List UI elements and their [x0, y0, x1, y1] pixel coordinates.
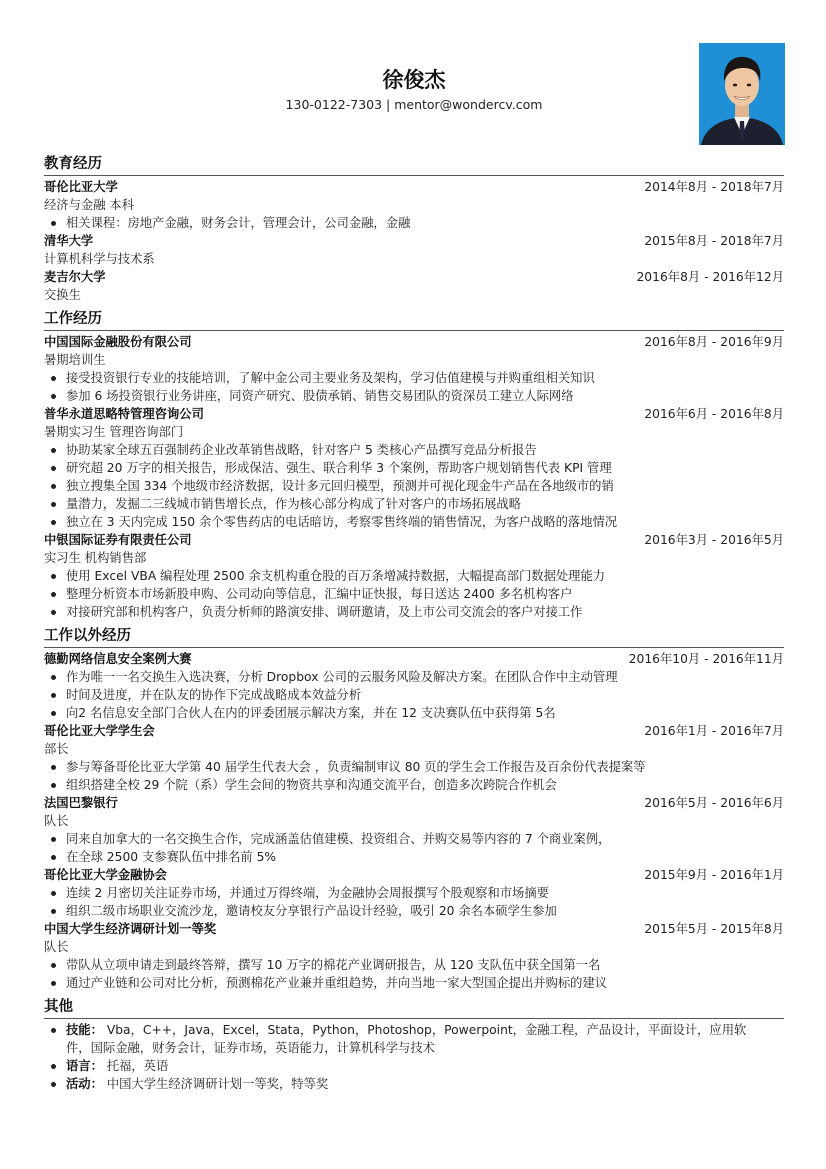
bullet-dot-icon: [51, 711, 56, 716]
bullet-item: [44, 369, 784, 387]
profile-photo: [699, 43, 785, 145]
bullet-list: [44, 441, 784, 531]
bullet-item: [44, 902, 784, 920]
bullet-dot-icon: [51, 891, 56, 896]
entry: [44, 268, 784, 304]
organization-name: 哥伦比亚大学学生会: [44, 724, 155, 738]
bullet-text: 带队从立项申请走到最终答辩，撰写 10 万字的棉花产业调研报告，从 120 支队伍中获全国第一名: [66, 958, 601, 972]
bullet-dot-icon: [51, 592, 56, 597]
bullet-dot-icon: [51, 484, 56, 489]
entry-header: [44, 794, 784, 812]
entry-header: [44, 531, 784, 549]
bullet-dot-icon: [51, 1028, 56, 1033]
organization-name: 中银国际证券有限责任公司: [44, 533, 192, 547]
bullet-item: [44, 585, 784, 603]
bullet-item: [44, 776, 784, 794]
entry-header: [44, 232, 784, 250]
bullet-item: [44, 495, 784, 513]
bullet-list: [44, 830, 784, 866]
bullet-dot-icon: [51, 520, 56, 525]
bullet-dot-icon: [51, 502, 56, 507]
bullet-text: 组织搭建全校 29 个院（系）学生会间的物资共享和沟通交流平台，创造多次跨院合作机会: [66, 778, 557, 792]
entry-header: [44, 722, 784, 740]
bullet-dot-icon: [51, 394, 56, 399]
bullet-text: 独立搜集全国 334 个地级市经济数据，设计多元回归模型，预测并可视化现金牛产品在各地级市的销: [66, 479, 614, 493]
bullet-item: [44, 603, 784, 621]
bullet-dot-icon: [51, 448, 56, 453]
bullet-dot-icon: [51, 981, 56, 986]
bullet-list: [44, 956, 784, 992]
other-text: Vba，C++，Java，Excel，Stata，Python，Photoshop，Powerpoint，金融工程，产品设计，平面设计，应用软: [102, 1023, 747, 1037]
entry: [44, 232, 784, 268]
date-range: 2016年1月 - 2016年7月: [644, 724, 784, 738]
bullet-item: [44, 459, 784, 477]
other-item: [44, 1057, 784, 1075]
section-0: [44, 154, 784, 304]
portrait-image: [699, 43, 785, 145]
role-title: 队长: [44, 940, 69, 954]
entry-header: [44, 650, 784, 668]
bullet-text: 同来自加拿大的一名交换生合作，完成涵盖估值建模、投资组合、并购交易等内容的 7 个商业案例，: [66, 832, 611, 846]
bullet-dot-icon: [51, 855, 56, 860]
bullet-item: [44, 884, 784, 902]
entry: [44, 920, 784, 992]
role-title: 计算机科学与技术系: [44, 252, 155, 266]
bullet-dot-icon: [51, 376, 56, 381]
bullet-item: [44, 513, 784, 531]
bullet-dot-icon: [51, 1064, 56, 1069]
bullet-dot-icon: [51, 221, 56, 226]
bullet-dot-icon: [51, 693, 56, 698]
organization-name: 清华大学: [44, 234, 94, 248]
bullet-item: [44, 830, 784, 848]
entry: [44, 650, 784, 722]
entry: [44, 722, 784, 794]
date-range: 2016年6月 - 2016年8月: [644, 407, 784, 421]
organization-name: 普华永道思略特管理咨询公司: [44, 407, 204, 421]
role-title: 实习生 机构销售部: [44, 551, 147, 565]
section-title: 工作以外经历: [44, 626, 784, 648]
date-range: 2016年10月 - 2016年11月: [628, 652, 784, 666]
bullet-list: [44, 369, 784, 405]
bullet-item: [44, 848, 784, 866]
bullet-list: [44, 758, 784, 794]
organization-name: 中国大学生经济调研计划一等奖: [44, 922, 217, 936]
other-text: 托福，英语: [102, 1059, 169, 1073]
bullet-text: 相关课程：房地产金融，财务会计，管理会计，公司金融，金融: [66, 216, 411, 230]
other-label: 技能：: [66, 1023, 103, 1037]
date-range: 2015年5月 - 2015年8月: [644, 922, 784, 936]
entry: [44, 178, 784, 232]
other-list: [44, 1021, 784, 1093]
date-range: 2015年8月 - 2018年7月: [644, 234, 784, 248]
bullet-dot-icon: [51, 466, 56, 471]
entry-header: [44, 178, 784, 196]
bullet-item: [44, 686, 784, 704]
bullet-text: 通过产业链和公司对比分析，预测棉花产业兼并重组趋势，并向当地一家大型国企提出并购标的建议: [66, 976, 608, 990]
bullet-text: 研究超 20 万字的相关报告，形成保洁、强生、联合利华 3 个案例，帮助客户规划销售代表 KPI 管理: [66, 461, 612, 475]
bullet-dot-icon: [51, 610, 56, 615]
role-title: 交换生: [44, 288, 81, 302]
bullet-text: 在全球 2500 支参赛队伍中排名前 5%: [66, 850, 277, 864]
bullet-dot-icon: [51, 909, 56, 914]
resume-content: [44, 149, 784, 1093]
date-range: 2016年5月 - 2016年6月: [644, 796, 784, 810]
bullet-item: [44, 668, 784, 686]
other-text: 中国大学生经济调研计划一等奖，特等奖: [102, 1077, 329, 1091]
date-range: 2015年9月 - 2016年1月: [644, 868, 784, 882]
bullet-text: 参加 6 场投资银行业务讲座，同资产研究、股债承销、销售交易团队的资深员工建立人际网络: [66, 389, 574, 403]
section-2: [44, 626, 784, 992]
other-item: [44, 1021, 784, 1057]
date-range: 2016年8月 - 2016年12月: [636, 270, 784, 284]
section-title: 其他: [44, 997, 784, 1019]
entry: [44, 405, 784, 531]
bullet-item: [44, 387, 784, 405]
bullet-dot-icon: [51, 963, 56, 968]
other-text-continued: 件，国际金融，财务会计，证券市场，英语能力，计算机科学与技术: [66, 1041, 435, 1055]
role-title: 经济与金融 本科: [44, 198, 134, 212]
entry-header: [44, 268, 784, 286]
bullet-item: [44, 758, 784, 776]
bullet-item: [44, 567, 784, 585]
bullet-dot-icon: [51, 837, 56, 842]
other-label: 活动：: [66, 1077, 103, 1091]
organization-name: 德勤网络信息安全案例大赛: [44, 652, 192, 666]
bullet-text: 对接研究部和机构客户，负责分析师的路演安排、调研邀请，及上市公司交流会的客户对接工作: [66, 605, 583, 619]
bullet-list: [44, 668, 784, 722]
bullet-dot-icon: [51, 574, 56, 579]
bullet-item: [44, 441, 784, 459]
entry: [44, 333, 784, 405]
bullet-text: 作为唯一一名交换生入选决赛，分析 Dropbox 公司的云服务风险及解决方案。在团队合作中主动管理: [66, 670, 618, 684]
bullet-text: 协助某家全球五百强制药企业改革销售战略，针对客户 5 类核心产品撰写竞品分析报告: [66, 443, 537, 457]
contact-info: 130-0122-7303 | mentor@wondercv.com: [285, 97, 543, 112]
section-title: 教育经历: [44, 154, 784, 176]
organization-name: 麦吉尔大学: [44, 270, 106, 284]
bullet-item: [44, 974, 784, 992]
organization-name: 法国巴黎银行: [44, 796, 118, 810]
organization-name: 中国国际金融股份有限公司: [44, 335, 192, 349]
other-label: 语言：: [66, 1059, 103, 1073]
bullet-list: [44, 884, 784, 920]
bullet-text: 接受投资银行专业的技能培训，了解中金公司主要业务及架构，学习估值建模与并购重组相关知识: [66, 371, 595, 385]
bullet-text: 连续 2 月密切关注证券市场，并通过万得终端，为金融协会周报撰写个股观察和市场摘要: [66, 886, 549, 900]
date-range: 2016年3月 - 2016年5月: [644, 533, 784, 547]
bullet-text: 时间及进度，并在队友的协作下完成战略成本效益分析: [66, 688, 362, 702]
entry: [44, 531, 784, 621]
bullet-item: [44, 477, 784, 495]
entry: [44, 866, 784, 920]
bullet-text: 使用 Excel VBA 编程处理 2500 余支机构重仓股的百万条增减持数据，大幅提高部门数据处理能力: [66, 569, 606, 583]
bullet-text: 独立在 3 天内完成 150 余个零售药店的电话暗访，考察零售终端的销售情况，为客户战略的落地情况: [66, 515, 618, 529]
entry-header: [44, 920, 784, 938]
bullet-list: [44, 567, 784, 621]
role-title: 部长: [44, 742, 69, 756]
bullet-text: 组织二级市场职业交流沙龙，邀请校友分享银行产品设计经验，吸引 20 余名本硕学生参加: [66, 904, 557, 918]
entry-header: [44, 405, 784, 423]
entry-header: [44, 333, 784, 351]
entry: [44, 794, 784, 866]
bullet-text: 参与筹备哥伦比亚大学第 40 届学生代表大会 ，负责编制审议 80 页的学生会工作报告及百余份代表提案等: [66, 760, 646, 774]
bullet-item: [44, 214, 784, 232]
bullet-item: [44, 956, 784, 974]
role-title: 暑期培训生: [44, 353, 106, 367]
bullet-dot-icon: [51, 783, 56, 788]
section-1: [44, 309, 784, 621]
candidate-name: 徐俊杰: [382, 68, 446, 92]
bullet-dot-icon: [51, 765, 56, 770]
organization-name: 哥伦比亚大学金融协会: [44, 868, 167, 882]
organization-name: 哥伦比亚大学: [44, 180, 118, 194]
entry-header: [44, 866, 784, 884]
date-range: 2016年8月 - 2016年9月: [644, 335, 784, 349]
date-range: 2014年8月 - 2018年7月: [644, 180, 784, 194]
bullet-text: 整理分析资本市场新股申购、公司动向等信息，汇编中证快报，每日送达 2400 多名机构客户: [66, 587, 573, 601]
role-title: 暑期实习生 管理咨询部门: [44, 425, 184, 439]
bullet-text: 量潜力，发掘二三线城市销售增长点，作为核心部分构成了针对客户的市场拓展战略: [66, 497, 521, 511]
bullet-dot-icon: [51, 675, 56, 680]
bullet-list: [44, 214, 784, 232]
section-other: [44, 997, 784, 1093]
role-title: 队长: [44, 814, 69, 828]
bullet-text: 向2 名信息安全部门合伙人在内的评委团展示解决方案，并在 12 支决赛队伍中获得第 5名: [66, 706, 556, 720]
other-item: [44, 1075, 784, 1093]
bullet-dot-icon: [51, 1082, 56, 1087]
bullet-item: [44, 704, 784, 722]
section-title: 工作经历: [44, 309, 784, 331]
